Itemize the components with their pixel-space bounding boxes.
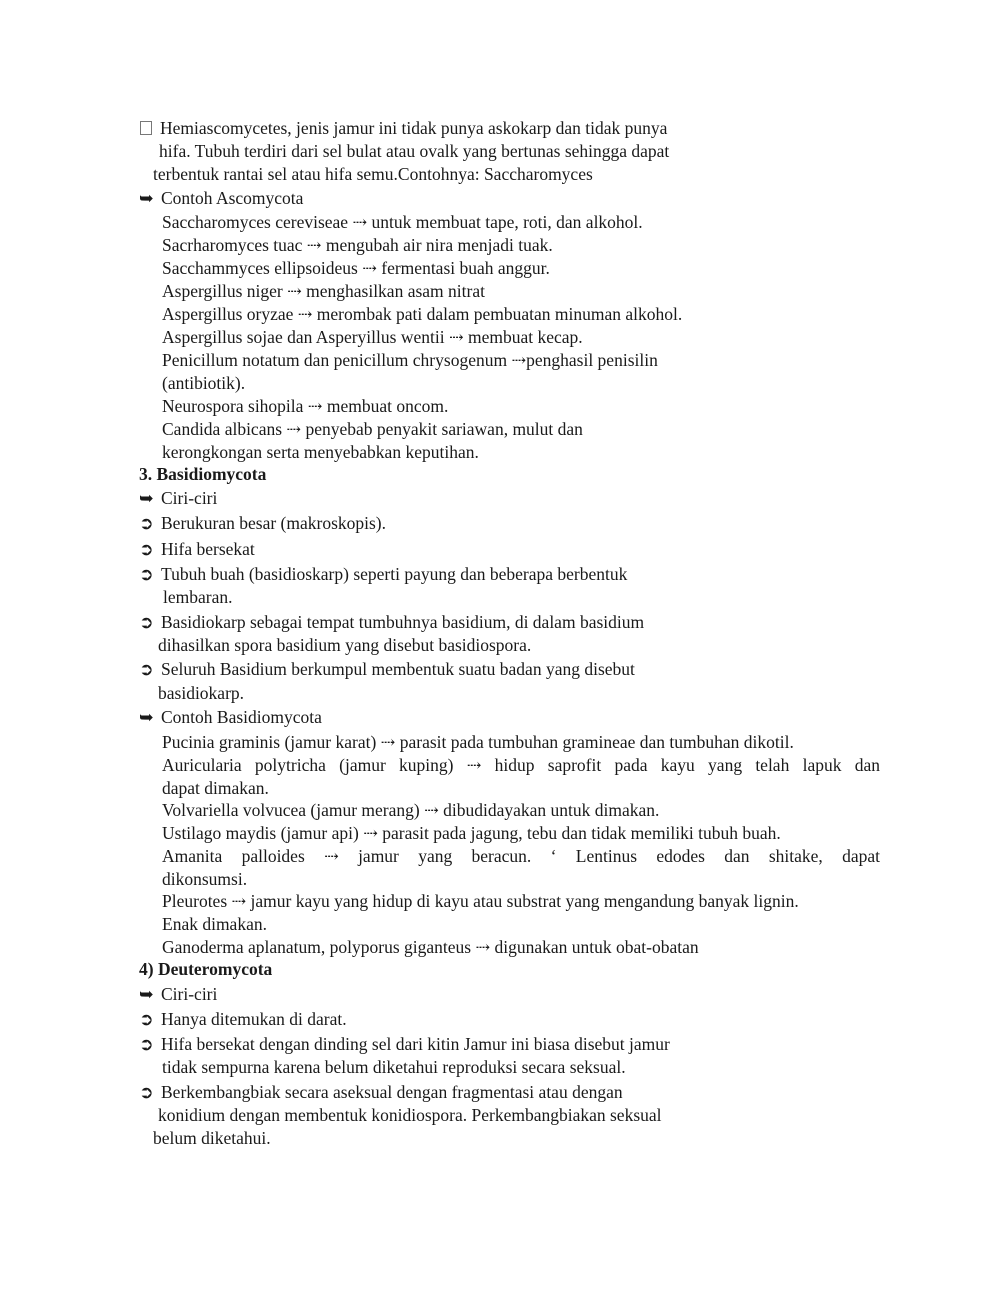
text-line: terbentuk rantai sel atau hifa semu.Contohnya: Saccharomyces — [153, 164, 593, 184]
bullet-line: ➲ Hifa bersekat — [139, 539, 255, 559]
curved-arrow-icon: ➲ — [139, 539, 154, 559]
bullet-line: ➲ Hanya ditemukan di darat. — [139, 1009, 347, 1029]
text-line: Sacchammyces ellipsoideus ⇢ fermentasi buah anggur. — [162, 258, 550, 278]
bullet-line: ➲ Basidiokarp sebagai tempat tumbuhnya basidium, di dalam basidium — [139, 612, 645, 632]
bullet-line: ➲ Seluruh Basidium berkumpul membentuk suatu badan yang disebut — [139, 659, 635, 679]
text-line: Enak dimakan. — [162, 914, 267, 934]
text-line: Hemiascomycetes, jenis jamur ini tidak punya askokarp dan tidak punya — [140, 117, 667, 140]
text-line: Pucinia graminis (jamur karat) ⇢ parasit pada tumbuhan gramineae dan tumbuhan dikotil. — [162, 732, 794, 752]
text-line: basidiokarp. — [158, 683, 245, 703]
missing-glyph-icon — [140, 121, 152, 135]
text-line: Candida albicans ⇢ penyebab penyakit sariawan, mulut dan — [162, 419, 583, 439]
text-line: hifa. Tubuh terdiri dari sel bulat atau ovalk yang bertunas sehingga dapat — [159, 141, 670, 161]
bullet-line: ➲ Hifa bersekat dengan dinding sel dari kitin Jamur ini biasa disebut jamur — [139, 1034, 670, 1054]
text-line: Pleurotes ⇢ jamur kayu yang hidup di kayu atau substrat yang mengandung banyak lignin. — [162, 891, 799, 911]
curved-arrow-icon: ➲ — [139, 564, 154, 584]
curved-arrow-icon: ➲ — [139, 513, 154, 533]
section-heading: 4) Deuteromycota — [139, 959, 273, 979]
subheading-line: ➥ Contoh Basidiomycota — [139, 707, 322, 727]
text-line: Ganoderma aplanatum, polyporus giganteus ⇢ digunakan untuk obat-obatan — [162, 937, 699, 957]
text-line: dihasilkan spora basidium yang disebut basidiospora. — [158, 635, 532, 655]
curved-arrow-icon: ➲ — [139, 659, 154, 679]
text-line: Ustilago maydis (jamur api) ⇢ parasit pada jagung, tebu dan tidak memiliki tubuh buah. — [162, 823, 781, 843]
text-line: Amanita palloides ⇢ jamur yang beracun. ‘ Lentinus edodes dan shitake, dapat — [162, 846, 880, 866]
arrow-bullet-icon: ➥ — [139, 707, 154, 727]
curved-arrow-icon: ➲ — [139, 612, 154, 632]
arrow-bullet-icon: ➥ — [139, 188, 154, 208]
curved-arrow-icon: ➲ — [139, 1009, 154, 1029]
text-line: Saccharomyces cereviseae ⇢ untuk membuat tape, roti, dan alkohol. — [162, 212, 643, 232]
text-line: konidium dengan membentuk konidiospora. Perkembangbiakan seksual — [158, 1105, 662, 1125]
text-line: Aspergillus oryzae ⇢ merombak pati dalam pembuatan minuman alkohol. — [162, 304, 683, 324]
arrow-bullet-icon: ➥ — [139, 984, 154, 1004]
bullet-line: ➲ Tubuh buah (basidioskarp) seperti payung dan beberapa berbentuk — [139, 564, 628, 584]
subheading-line: ➥ Contoh Ascomycota — [139, 188, 304, 208]
bullet-line: ➲ Berukuran besar (makroskopis). — [139, 513, 387, 533]
text-line: Neurospora sihopila ⇢ membuat oncom. — [162, 396, 449, 416]
subheading-line: ➥ Ciri-ciri — [139, 488, 218, 508]
text-line: Volvariella volvucea (jamur merang) ⇢ dibudidayakan untuk dimakan. — [162, 800, 660, 820]
section-heading: 3. Basidiomycota — [139, 464, 267, 484]
text-line: Penicillum notatum dan penicillum chrysogenum ⇢penghasil penisilin — [162, 350, 658, 370]
text-line: (antibiotik). — [162, 373, 246, 393]
text-line: Sacrharomyces tuac ⇢ mengubah air nira menjadi tuak. — [162, 235, 553, 255]
subheading-line: ➥ Ciri-ciri — [139, 984, 218, 1004]
text-line: dapat dimakan. — [162, 778, 269, 798]
text-line: lembaran. — [163, 587, 233, 607]
text-line: tidak sempurna karena belum diketahui reproduksi secara seksual. — [162, 1057, 626, 1077]
text-line: kerongkongan serta menyebabkan keputihan. — [162, 442, 479, 462]
text-line: belum diketahui. — [153, 1128, 271, 1148]
arrow-bullet-icon: ➥ — [139, 488, 154, 508]
text-line: Auricularia polytricha (jamur kuping) ⇢ hidup saprofit pada kayu yang telah lapuk dan — [162, 755, 880, 775]
curved-arrow-icon: ➲ — [139, 1082, 154, 1102]
curved-arrow-icon: ➲ — [139, 1034, 154, 1054]
text-line: dikonsumsi. — [162, 869, 248, 889]
bullet-line: ➲ Berkembangbiak secara aseksual dengan fragmentasi atau dengan — [139, 1082, 623, 1102]
text-line: Aspergillus sojae dan Asperyillus wentii ⇢ membuat kecap. — [162, 327, 583, 347]
text-line: Aspergillus niger ⇢ menghasilkan asam nitrat — [162, 281, 485, 301]
